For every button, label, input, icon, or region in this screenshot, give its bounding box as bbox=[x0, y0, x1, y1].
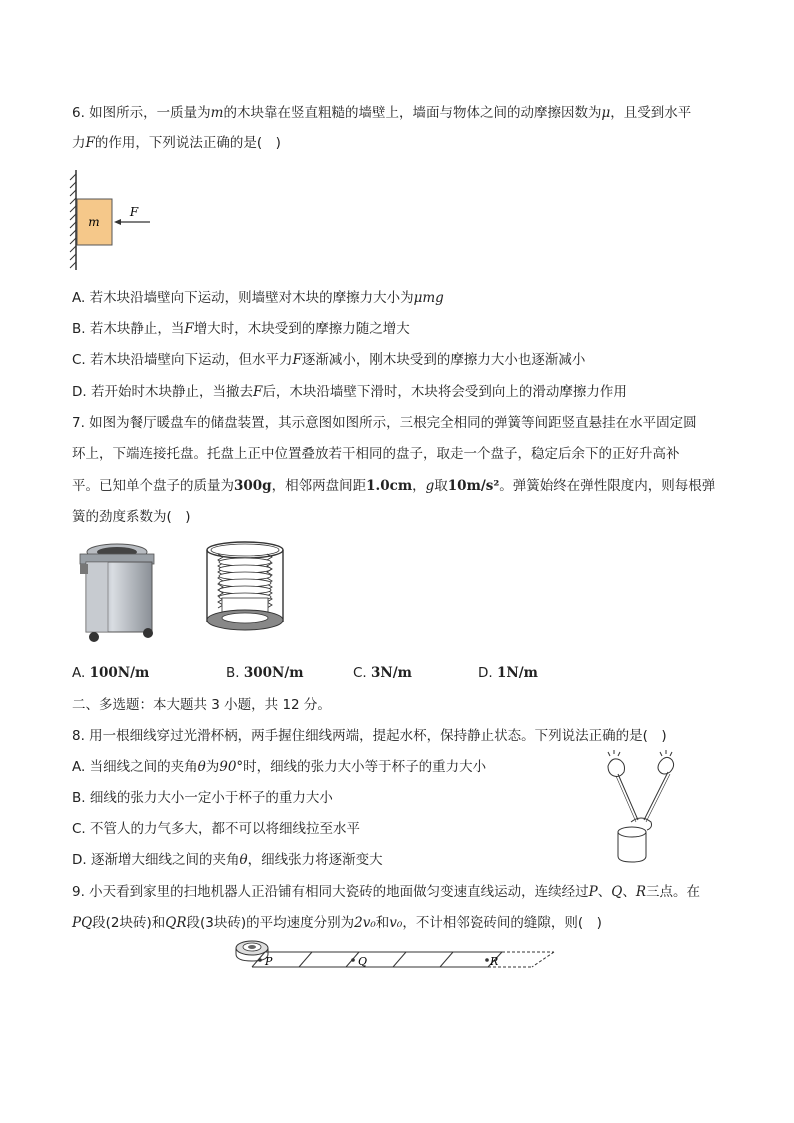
q6-wall-block-figure bbox=[66, 170, 166, 275]
q7-stem-line4: 簧的劲度系数为( ) bbox=[72, 509, 191, 525]
q6-option-b: B. 若木块静止，当F增大时，木块受到的摩擦力随之增大 bbox=[72, 321, 410, 337]
q7-stem-line1: 7. 如图为餐厅暖盘车的储盘装置，其示意图如图所示，三根完全相同的弹簧等间距竖直悬挂在水平固定圆 bbox=[72, 415, 697, 431]
q6-option-a: A. 若木块沿墙壁向下运动，则墙壁对木块的摩擦力大小为μmg bbox=[72, 290, 444, 306]
q7-option-a: A. 100N/m bbox=[72, 665, 150, 681]
q9-point-q-label: Q bbox=[358, 955, 368, 968]
section-heading-multiple-choice: 二、多选题：本大题共 3 小题，共 12 分。 bbox=[72, 697, 331, 713]
q9-stem-line1: 9. 小天看到家里的扫地机器人正沿铺有相同大瓷砖的地面做匀变速直线运动，连续经过P、Q、R三点。在 bbox=[72, 884, 701, 900]
q8-option-b: B. 细线的张力大小一定小于杯子的重力大小 bbox=[72, 790, 333, 806]
q7-stem-line3: 平。已知单个盘子的质量为300g，相邻两盘间距1.0cm，g取10m/s²。弹簧始终在弹性限度内，则每根弹 bbox=[72, 478, 716, 494]
q7-plate-warmer-photo bbox=[72, 540, 162, 645]
q8-option-d: D. 逐渐增大细线之间的夹角θ，细线张力将逐渐变大 bbox=[72, 852, 383, 868]
q7-option-b: B. 300N/m bbox=[226, 665, 304, 681]
q9-tiles-robot-figure bbox=[232, 938, 562, 973]
q7-option-d: D. 1N/m bbox=[478, 665, 538, 681]
q9-stem-line2: PQ段(2块砖)和QR段(3块砖)的平均速度分别为2v₀和v₀，不计相邻瓷砖间的缝隙，则( ) bbox=[72, 915, 602, 931]
q8-option-a: A. 当细线之间的夹角θ为90°时，细线的张力大小等于杯子的重力大小 bbox=[72, 759, 487, 775]
q8-hands-cup-figure bbox=[598, 752, 688, 864]
q8-stem: 8. 用一根细线穿过光滑杯柄，两手握住细线两端，提起水杯，保持静止状态。下列说法正确的是( ) bbox=[72, 728, 667, 744]
q6-option-d: D. 若开始时木块静止，当撤去F后，木块沿墙壁下滑时，木块将会受到向上的滑动摩擦力作用 bbox=[72, 384, 627, 400]
q7-option-c: C. 3N/m bbox=[353, 665, 412, 681]
q8-option-c: C. 不管人的力气多大，都不可以将细线拉至水平 bbox=[72, 821, 361, 837]
q7-spring-diagram bbox=[200, 540, 290, 640]
q9-point-r-label: R bbox=[490, 955, 499, 968]
q6-stem-line1: 6. 如图所示，一质量为m的木块靠在竖直粗糙的墙壁上，墙面与物体之间的动摩擦因数为μ，且受到水平 bbox=[72, 105, 692, 121]
q6-option-c: C. 若木块沿墙壁向下运动，但水平力F逐渐减小，刚木块受到的摩擦力大小也逐渐减小 bbox=[72, 352, 586, 368]
q6-force-label: F bbox=[129, 205, 139, 219]
q9-point-p-label: P bbox=[265, 955, 273, 968]
q6-stem-line2: 力F的作用，下列说法正确的是( ) bbox=[72, 135, 281, 151]
q6-block-label: m bbox=[88, 215, 100, 229]
q7-stem-line2: 环上，下端连接托盘。托盘上正中位置叠放若干相同的盘子，取走一个盘子，稳定后余下的正好升高补 bbox=[72, 446, 680, 462]
